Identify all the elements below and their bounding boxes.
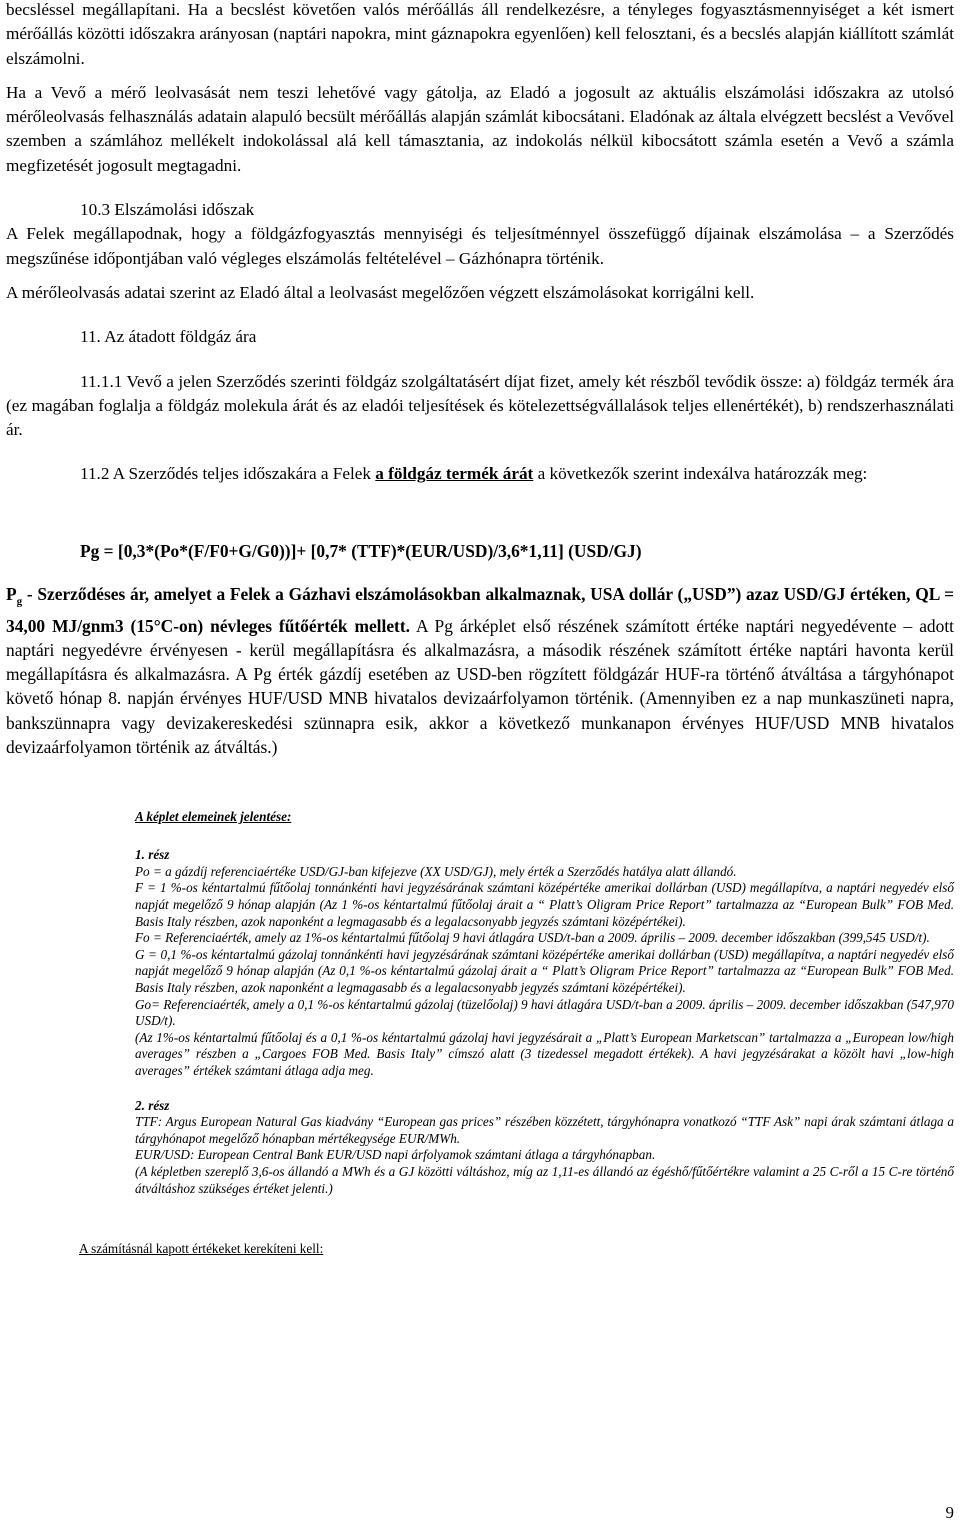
formula-notes [135, 847, 954, 1197]
pg-definition [6, 582, 954, 760]
pg-symbol: P [6, 583, 17, 604]
formula-elements-heading: A képlet elemeinek jelentése: [135, 809, 292, 825]
section-11-2-emphasis: a földgáz termék árát [375, 464, 534, 484]
note-po: Po = a gázdíj referenciaértéke USD/GJ-ban kifejezve (XX USD/GJ), mely érték a Szerződés hatálya alatt állandó. [135, 863, 737, 879]
pg-definition-rest: A Pg árképlet első részének számított értéke naptári negyedévente – adott naptári negyedévre érvényesen - kerül megállapításra és alkalmazásra, a második részének számított értéke naptári havonta kerül megállapításra és alkalmazásra. A Pg érték gázdíj esetében az USD-ben rögzített földgázár HUF-ra történő átváltása a tárgyhónapot követő hónap 8. napján érvényes HUF/USD MNB hivatalos devizaárfolyamon történik. (Amennyiben ez a nap munkaszüneti napra, bankszünnapra vagy devizakereskedési szünnapra esik, akkor a következő munkanapon érvényes HUF/USD MNB hivatalos devizaárfolyamon történik az átváltás.) [6, 615, 954, 757]
section-10-3-text: A Felek megállapodnak, hogy a földgázfogyasztás mennyiségi és teljesítménnyel összefüggő díjainak elszámolása – a Szerződés megszűnése időpontjában való végleges elszámolás feltételével – Gázhónapra történik. [6, 224, 954, 268]
section-10-3-correction: A mérőleolvasás adatai szerint az Eladó által a leolvasást megelőzően végzett elszámolásokat korrigálni kell. [6, 282, 755, 302]
part-1-label: 1. rész [135, 847, 170, 863]
section-11-1-1-text: 11.1.1 Vevő a jelen Szerződés szerinti földgáz szolgáltatásért díjat fizet, amely két részből tevődik össze: a) földgáz termék ára (ez magában foglalja a földgáz molekula árát és az eladói teljesítések és kötelezettségvállalások teljes ellenértékét), b) rendszerhasználati ár. [6, 371, 954, 440]
note-g: G = 0,1 %-os kéntartalmú gázolaj tonnánkénti havi jegyzésárának számtani középértéke amerikai dollárban (USD) megállapítva, a naptári negyedév első napját megelőző 9 hónap alapján (Az 0,1 %-os kéntartalmú gázolaj árait a “ Platt’s Oligram Price Report” tartalmazza az “European Bulk” FOB Med. Basis Italy részben, azok naponként a legmagasabb és a legalacsonyabb jegyzés számtani középértékei). [135, 946, 954, 996]
pg-subscript: g [16, 595, 23, 608]
note-g0: Go= Referenciaérték, amely a 0,1 %-os kéntartalmú gázolaj (tüzelőolaj) 9 havi átlagára USD/t-ban a 2009. április – 2009. december időszakban (547,970 USD/t). [135, 996, 954, 1029]
note-platts: (Az 1%-os kéntartalmú fűtőolaj és a 0,1 %-os kéntartalmú gázolaj havi jegyzésárait a „Platt’s European Marketscan” tartalmazza a „European low/high averages” részben a „Cargoes FOB Med. Basis Italy” címszó alatt (3 tizedessel megadott értékek). A havi jegyzésárakat a közölt havi „low-high averages” értékek számtani átlaga adja meg. [135, 1029, 954, 1079]
note-constants: (A képletben szereplő 3,6-os állandó a MWh és a GJ közötti váltáshoz, míg az 1,11-es állandó az égéshő/fűtőértékre valamint a 25 C-ről a 15 C-re történő átváltáshoz szükséges értéket jelenti.) [135, 1163, 954, 1196]
note-f0: Fo = Referenciaérték, amely az 1%-os kéntartalmú fűtőolaj 9 havi átlagára USD/t-ban a 2009. április – 2009. december időszakban (399,545 USD/t). [135, 930, 930, 946]
section-11-title: 11. Az átadott földgáz ára [80, 327, 257, 347]
page-number: 9 [945, 1503, 954, 1522]
section-11-1-1 [6, 370, 954, 443]
document-page [6, 0, 954, 1257]
note-eurusd: EUR/USD: European Central Bank EUR/USD napi árfolyamok számtani átlaga a tárgyhónapban. [135, 1147, 656, 1163]
pg-definition-bold: - Szerződéses ár, amelyet a Felek a Gázhavi elszámolásokban alkalmaznak, USA dollár („USD”) azaz USD/GJ értéken, QL = 34,00 MJ/gnm3 (15°C-on) névleges fűtőérték mellett. [6, 583, 954, 636]
part-2-label: 2. rész [135, 1097, 170, 1113]
note-f: F = 1 %-os kéntartalmú fűtőolaj tonnánkénti havi jegyzésárának számtani középértéke amerikai dollárban (USD) megállapítva, a naptári negyedév első napját megelőző 9 hónap alapján (Az 1 %-os kéntartalmú fűtőolaj árait a “ Platt’s Oligram Price Report” tartalmazza az “European Bulk” FOB Med. Basis Italy részben, azok naponként a legmagasabb és a legalacsonyabb jegyzés számtani középértékei). [135, 880, 954, 929]
section-11-2 [6, 462, 954, 486]
price-formula: Pg = [0,3*(Po*(F/F0+G/G0))]+ [0,7* (TTF)*(EUR/USD)/3,6*1,11] (USD/GJ) [80, 540, 642, 561]
paragraph-meter-reading: Ha a Vevő a mérő leolvasását nem teszi lehetővé vagy gátolja, az Eladó a jogosult az aktuális elszámolási időszakra az utolsó mérőleolvasás felhasználás adatain alapuló becsült mérőállás alapján számlát kibocsátani. Eladónak az általa elvégzett becslést a Vevővel szemben a számlához mellékelt indokolással alá kell támasztania, az indokolás nélkül kibocsátott számla esetén a Vevő a számla megfizetését jogosult megtagadni. [6, 82, 954, 175]
paragraph-estimation: becsléssel megállapítani. Ha a becslést követően valós mérőállás áll rendelkezésre, a tényleges fogyasztásmennyiséget a két ismert mérőállás közötti időszakra arányosan (naptári napokra, mint gáznapokra egyenlően) kell felosztani, és a becslés alapján kiállított számlát elszámolni. [6, 0, 954, 68]
section-10-3-title: 10.3 Elszámolási időszak [80, 200, 255, 220]
rounding-note: A számításnál kapott értékeket kerekíteni kell: [79, 1241, 324, 1257]
section-11-2-post: a következők szerint indexálva határozzák meg: [533, 464, 868, 484]
section-11-2-pre: 11.2 A Szerződés teljes időszakára a Felek [80, 464, 376, 484]
note-ttf: TTF: Argus European Natural Gas kiadvány “European gas prices” részében közzétett, tárgyhónapra vonatkozó “TTF Ask” napi árak számtani átlaga a tárgyhónapot megelőző hónapban mértékegysége EUR/MWh. [135, 1114, 954, 1146]
